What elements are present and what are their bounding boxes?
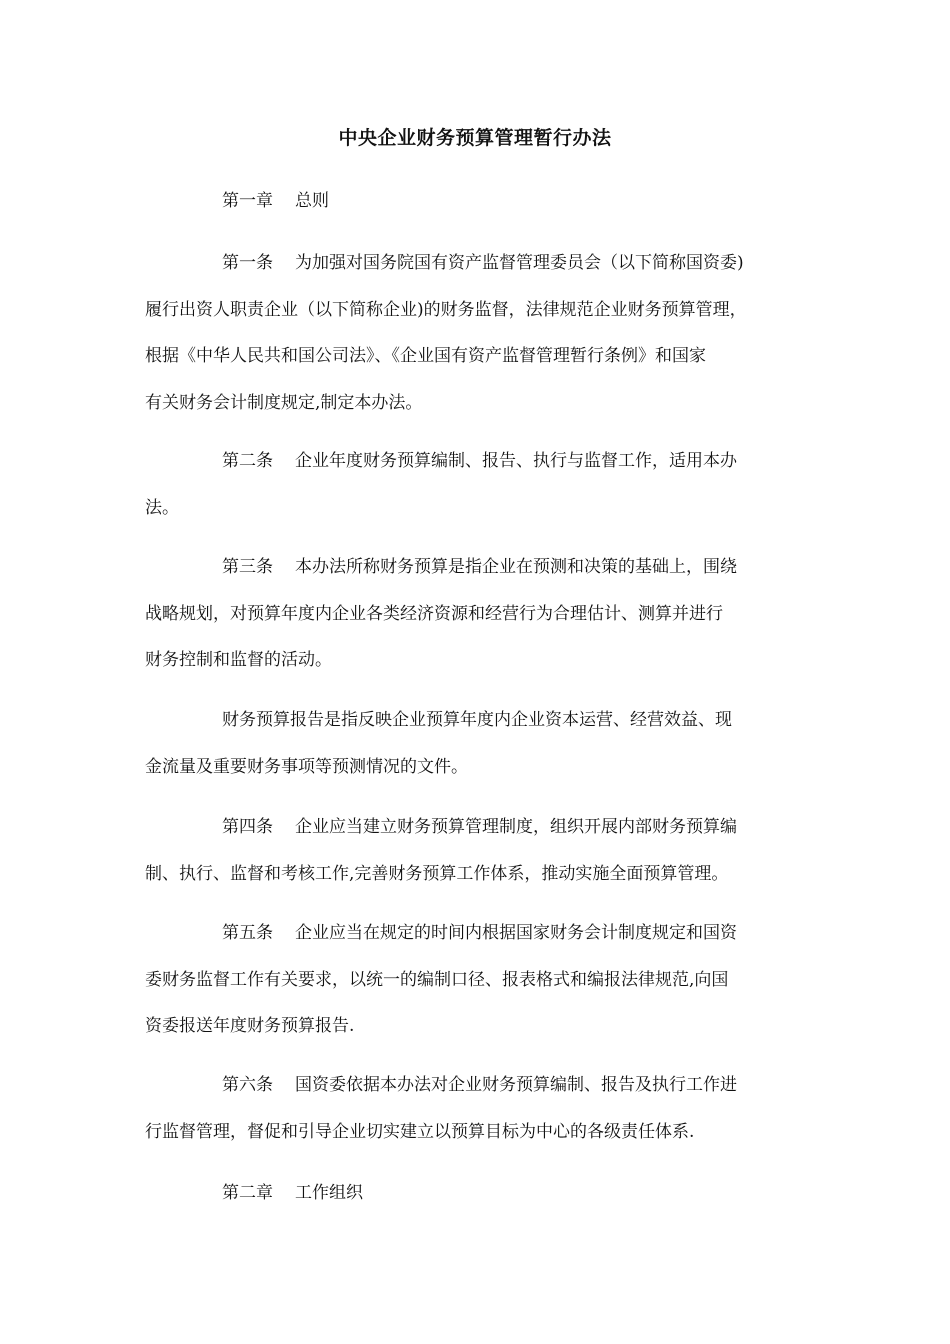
article-text: 企业应当建立财务预算管理制度，组织开展内部财务预算编 [295,817,737,837]
article-text: 企业年度财务预算编制、报告、执行与监督工作，适用本办 [295,451,737,471]
article-label: 第一条 [222,253,273,273]
article-5 [145,910,815,1050]
paragraph-line [145,910,815,957]
article-4 [145,804,815,897]
paragraph-line: 法。 [145,497,179,518]
paragraph-line: 根据《中华人民共和国公司法》、《企业国有资产监督管理暂行条例》和国家 [145,346,706,366]
article-text: 本办法所称财务预算是指企业在预测和决策的基础上，围绕 [295,557,737,577]
paragraph-line [145,438,815,485]
paragraph-line: 委财务监督工作有关要求，以统一的编制口径、报表格式和编报法律规范,向国 [145,969,729,990]
article-text: 企业应当在规定的时间内根据国家财务会计制度规定和国资 [295,923,737,943]
chapter-heading-1 [145,178,815,225]
article-label: 第二条 [222,451,273,471]
article-label: 第四条 [222,817,273,837]
chapter-heading-line [145,178,815,225]
article-text: 国资委依据本办法对企业财务预算编制、报告及执行工作进 [295,1075,737,1095]
article-2 [145,438,815,531]
article-text: 为加强对国务院国有资产监督管理委员会（以下简称国资委) [295,253,744,273]
chapter-title: 工作组织 [295,1183,363,1203]
article-label: 第六条 [222,1075,273,1095]
paragraph-line: 战略规划，对预算年度内企业各类经济资源和经营行为合理估计、测算并进行 [145,603,723,624]
paragraph-line: 资委报送年度财务预算报告. [145,1016,355,1036]
article-6 [145,1062,815,1155]
paragraph-line [145,544,815,591]
chapter-heading-line [145,1170,815,1217]
article-1 [145,240,815,426]
paragraph-line: 财务控制和监督的活动。 [145,650,332,670]
article-3-paragraph-2 [145,697,815,790]
paragraph-line: 财务预算报告是指反映企业预算年度内企业资本运营、经营效益、现 [222,710,732,730]
chapter-label: 第一章 [222,191,273,211]
paragraph-line: 有关财务会计制度规定,制定本办法。 [145,392,423,413]
paragraph-line [145,240,815,287]
article-3 [145,544,815,684]
chapter-heading-2 [145,1170,815,1217]
paragraph-line [145,1062,815,1109]
article-label: 第三条 [222,557,273,577]
article-label: 第五条 [222,923,273,943]
paragraph-line: 行监督管理，督促和引导企业切实建立以预算目标为中心的各级责任体系. [145,1121,695,1142]
chapter-label: 第二章 [222,1183,273,1203]
chapter-title: 总则 [295,191,329,211]
paragraph-line: 制、执行、监督和考核工作,完善财务预算工作体系，推动实施全面预算管理。 [145,863,729,884]
paragraph-line: 履行出资人职责企业（以下简称企业)的财务监督，法律规范企业财务预算管理， [145,299,747,320]
document-title: 中央企业财务预算管理暂行办法 [338,127,612,149]
paragraph-line [145,804,815,851]
paragraph-line: 金流量及重要财务事项等预测情况的文件。 [145,756,468,777]
